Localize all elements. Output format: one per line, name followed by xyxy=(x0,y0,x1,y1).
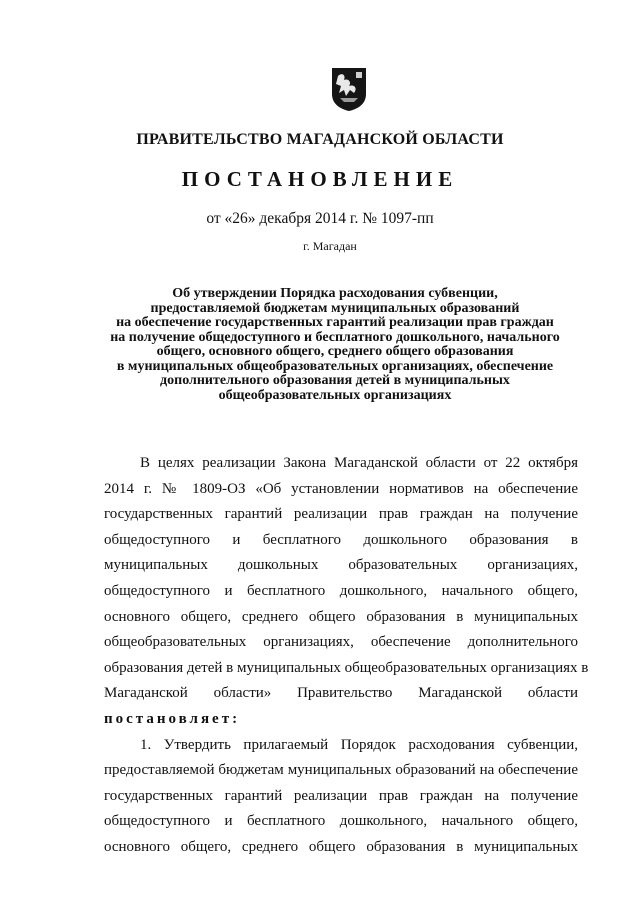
item-line: основного общего, среднего общего образования в муниципальных xyxy=(104,838,578,855)
body-line: общедоступного и бесплатного дошкольного образования в xyxy=(104,531,578,548)
body-line: В целях реализации Закона Магаданской области от 22 октября xyxy=(140,455,578,471)
item-line: общедоступного и бесплатного дошкольного, начального общего, xyxy=(104,813,578,830)
item-line: 1. Утвердить прилагаемый Порядок расходования субвенции, xyxy=(140,736,578,753)
subject-line: на обеспечение государственных гарантий реализации прав граждан xyxy=(116,315,554,330)
decree-body xyxy=(104,451,589,861)
item-line: предоставляемой бюджетам муниципальных образований на обеспечение xyxy=(104,762,578,779)
subject-line: Об утверждении Порядка расходования субвенции, xyxy=(172,286,498,301)
coat-of-arms-emblem xyxy=(330,66,368,112)
date-and-number: от «26» декабря 2014 г. № 1097-пп xyxy=(206,210,434,227)
body-line: общеобразовательных организациях, обеспечение дополнительного xyxy=(104,634,578,651)
body-line: 2014 г. № 1809-ОЗ «Об установлении нормативов на обеспечение xyxy=(104,480,578,497)
resolves-colon: : xyxy=(232,710,238,727)
item-line: государственных гарантий реализации прав граждан на получение xyxy=(104,787,578,804)
body-line: общедоступного и бесплатного дошкольного, начального общего, xyxy=(104,582,578,599)
decree-subject xyxy=(70,287,600,403)
body-line: государственных гарантий реализации прав граждан на получение xyxy=(104,506,578,523)
city-label: г. Магадан xyxy=(303,239,357,253)
resolves-line xyxy=(104,707,578,733)
subject-line: общеобразовательных организациях xyxy=(218,387,452,403)
subject-line: в муниципальных общеобразовательных организациях, обеспечение xyxy=(116,358,554,374)
resolves-word: постановляет xyxy=(104,710,233,727)
body-line: образования детей в муниципальных общеобразовательных организациях в xyxy=(104,659,589,676)
body-line: Магаданской области» Правительство Магаданской области xyxy=(104,685,578,702)
subject-line: общего, основного общего, среднего общего образования xyxy=(156,344,514,359)
subject-line: дополнительного образования детей в муниципальных xyxy=(160,373,510,388)
government-title: ПРАВИТЕЛЬСТВО МАГАДАНСКОЙ ОБЛАСТИ xyxy=(136,131,504,148)
document-type-heading: ПОСТАНОВЛЕНИЕ xyxy=(181,167,459,191)
body-line: муниципальных дошкольных образовательных организациях, xyxy=(104,557,578,574)
subject-line: предоставляемой бюджетам муниципальных образований xyxy=(150,300,520,316)
body-line: основного общего, среднего общего образования в муниципальных xyxy=(104,608,578,625)
subject-line: на получение общедоступного и бесплатного дошкольного, начального xyxy=(110,329,560,345)
